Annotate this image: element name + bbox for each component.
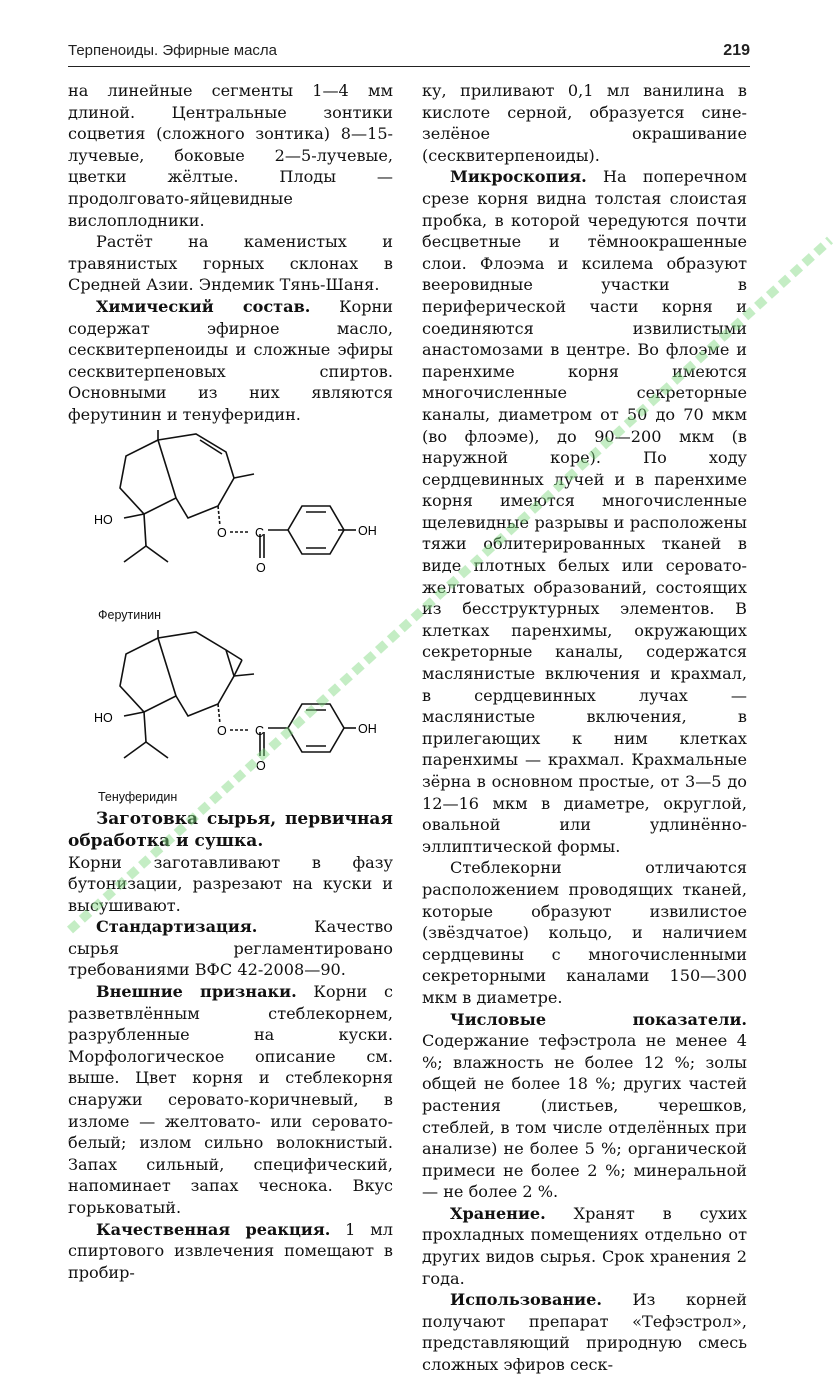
paragraph-habitat: Растёт на каменистых и травянистых горных склонах в Средней Азии. Эндемик Тянь-Шаня. [68,232,393,295]
section-heading-usage: Использование. [450,1290,602,1310]
section-heading-microscopy: Микроскопия. [450,167,587,187]
paragraph-usage [422,1289,747,1375]
page-number: 219 [723,42,750,59]
section-heading-reaction: Качественная реакция. [96,1219,331,1239]
paragraph-harvesting: Корни заготавливают в фазу бутонизации, разрезают на куски и высушивают. [68,852,393,915]
reaction-text: 1 мл спиртового извлечения помещают в пробир- [68,1219,393,1282]
ferutinin-label-oh: OH [358,523,377,538]
ferutinin-structure-drawing [88,430,388,606]
structure-ferutinin [68,430,393,606]
numeric-text: Содержание тефэстрола не менее 4 %; влажность не более 12 %; золы общей не более 18 %; других частей растения (листьев, черешков, стеблей, в том числе отделённых при анализе) не более 5 %; органической примеси не более 2 %; минеральной — не более 2 %. [422,1031,747,1202]
tenuferidin-label-c: C [255,723,265,738]
section-heading-chemical: Химический состав. [96,296,311,316]
ferutinin-label-carbonyl-o: O [256,560,266,575]
paragraph-microscopy [422,166,747,857]
usage-text: Из корней получают препарат «Тефэстрол», представляющий природную смесь сложных эфиров сеск- [422,1290,747,1375]
microscopy-text: На поперечном срезе корня видна толстая слоистая пробка, в которой чередуются почти бесцветные и тёмноокрашенные слои. Флоэма и ксилема образуют вееровидные участки в периферической части корня и соединяются извилистыми анастомозами в центре. Во флоэме и паренхиме корня имеются многочисленные секреторные каналы, диаметром от 50 до 70 мкм (во флоэме), до 90—200 мкм (в наружной коре). По ходу сердцевинных лучей и в паренхиме корня имеются многочисленные щелевидные разрывы и расположены тяжи облитерированных тканей в виде плотных белых или серовато-желтоватых образований, состоящих из бесструктурных элементов. В клетках паренхимы, окружающих секреторные каналы, содержатся маслянистые включения и крахмал, в сердцевинных лучах — маслянистые включения, в прилегающих к ним клетках паренхимы — крахмал. Крахмальные зёрна в основном простые, от 3—5 до 12—16 мкм в диаметре, округлой, овальной или удлинённо-эллиптической формы. [422,167,747,856]
storage-text: Хранят в сухих прохладных помещениях отдельно от других видов сырья. Срок хранения 2 года. [422,1203,747,1288]
paragraph-quality-reaction [68,1219,393,1284]
paragraph-reaction-continued: ку, приливают 0,1 мл ванилина в кислоте серной, образуется сине-зелёное окрашивание (сесквитерпеноиды). [422,81,747,165]
left-column [68,80,393,1283]
structure-tenuferidin [68,630,393,788]
tenuferidin-label-ho: HO [94,710,113,725]
paragraph-description: на линейные сегменты 1—4 мм длиной. Центральные зонтики соцветия (сложного зонтика) 8—15-лучевые, боковые 2—5-лучевые, цветки жёлтые. Плоды — продолговато-яйцевидные вислоплодники. [68,81,393,230]
paragraph-chemical-composition [68,296,393,426]
section-heading-numeric: Числовые показатели. [450,1009,747,1029]
standardization-text: Качество сырья регламентировано требованиями ВФС 42-2008—90. [68,917,393,980]
tenuferidin-label-o: O [217,723,227,738]
running-title: Терпеноиды. Эфирные масла [68,42,278,59]
tenuferidin-label-oh: OH [358,721,377,736]
section-heading-storage: Хранение. [450,1203,546,1223]
tenuferidin-structure-drawing [88,630,388,788]
section-heading-harvesting: Заготовка сырья, первичная обработка и сушка. [68,808,393,851]
caption-tenuferidin: Тенуферидин [98,789,178,804]
right-column [422,80,747,1376]
ferutinin-label-ho: HO [94,512,113,527]
section-heading-external: Внешние признаки. [96,982,297,1002]
external-text: Корни с разветвлённым стеблекорнем, разрубленные на куски. Морфологическое описание см. выше. Цвет корня и стеблекорня снаружи серовато-коричневый, в изломе — желтовато- или серовато-белый; излом сильно волокнистый. Запах сильный, специфический, напоминает запах чеснока. Вкус горьковатый. [68,982,393,1217]
ferutinin-label-c: C [255,525,265,540]
paragraph-storage [422,1203,747,1289]
section-heading-standardization: Стандартизация. [96,917,258,937]
tenuferidin-label-carbonyl-o: O [256,758,266,773]
page-header [68,40,750,67]
chemical-text: Корни содержат эфирное масло, сесквитерпеноиды и сложные эфиры сесквитерпеновых спиртов. Основными из них являются ферутинин и тенуферидин. [68,296,393,424]
paragraph-external-features [68,981,393,1219]
ferutinin-label-o: O [217,525,227,540]
paragraph-stem-roots: Стеблекорни отличаются расположением проводящих тканей, которые образуют извилистое (звёздчатое) кольцо, и наличием сердцевины с многочисленными секреторными каналами 150—300 мкм в диаметре. [422,858,747,1007]
paragraph-standardization [68,916,393,981]
caption-ferutinin: Ферутинин [98,607,162,622]
paragraph-numeric-indicators [422,1009,747,1203]
